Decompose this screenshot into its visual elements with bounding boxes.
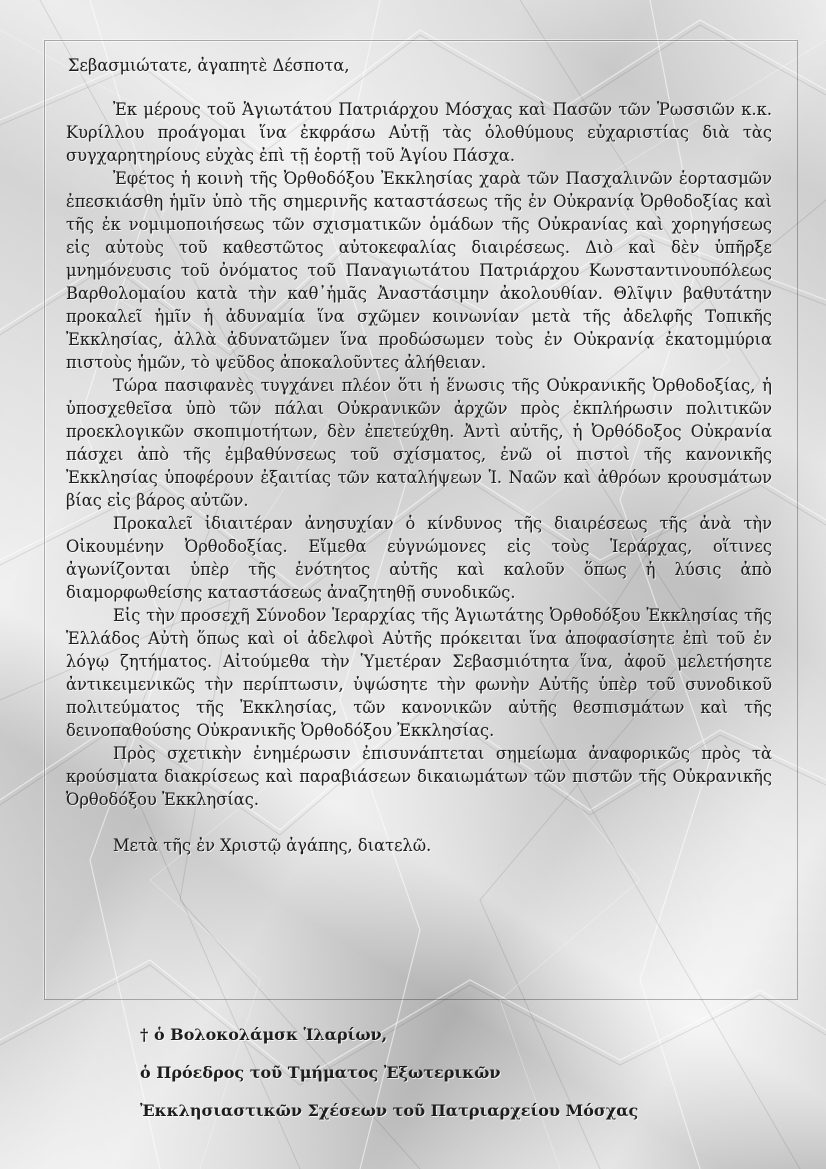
signature-title: ὁ Πρόεδρος τοῦ Τμήματος Ἐξωτερικῶν [140,1063,501,1082]
letter-body [66,54,772,857]
paragraph-thanks: Ἐκ μέρους τοῦ Ἁγιωτάτου Πατριάρχου Μόσχας καὶ Πασῶν τῶν Ῥωσσιῶν κ.κ. Κυρίλλου προάγομαι ἵνα ἐκφράσω Αὐτῇ τὰς ὁλοθύμους εὐχαριστίας διὰ τὰς συγχαρητηρίους εὐχὰς ἐπὶ τῇ ἑορτῇ τοῦ Ἁγίου Πάσχα. [66,100,772,165]
paragraph-attachment: Πρὸς σχετικὴν ἐνημέρωσιν ἐπισυνάπτεται σημείωμα ἀναφορικῶς πρὸς τὰ κρούσματα διακρίσεως καὶ παραβιάσεων δικαιωμάτων τῶν πιστῶν τῆς Οὐκρανικῆς Ὀρθοδόξου Ἐκκλησίας. [66,744,772,809]
closing: Μετὰ τῆς ἐν Χριστῷ ἀγάπης, διατελῶ. [113,836,432,855]
salutation: Σεβασμιώτατε, ἀγαπητὲ Δέσποτα, [68,56,350,75]
paragraph-unity-failed: Τώρα πασιφανὲς τυγχάνει πλέον ὅτι ἡ ἕνωσις τῆς Οὐκρανικῆς Ὀρθοδοξίας, ἡ ὑποσχεθεῖσα ὑπὸ τῶν πάλαι Οὐκρανικῶν ἀρχῶν πρὸς ἐκπλήρωσιν πολιτικῶν προεκλογικῶν σκοπιμοτήτων, δὲν ἐπετεύχθη. Ἀντὶ αὐτῆς, ἡ Ὀρθόδοξος Οὐκρανία πάσχει ἀπὸ τῆς ἐμβαθύνσεως τοῦ σχίσματος, ἐνῶ οἱ πιστοὶ τῆς κανονικῆς Ἐκκλησίας ὑποφέρουν ἐξαιτίας τῶν καταλήψεων Ἱ. Ναῶν καὶ ἀθρόων κρουσμάτων βίας εἰς βάρος αὐτῶν. [66,376,772,510]
paragraph-ukraine-division: Ἐφέτος ἡ κοινὴ τῆς Ὀρθοδόξου Ἐκκλησίας χαρὰ τῶν Πασχαλινῶν ἑορτασμῶν ἐπεσκιάσθη ἡμῖν ὑπὸ τῆς σημερινῆς καταστάσεως τῆς ἐν Οὐκρανίᾳ Ὀρθοδοξίας καὶ τῆς ἐκ νομιμοποιήσεως τῶν σχισματικῶν ὁμάδων τῆς Οὐκρανίας καὶ χορηγήσεως εἰς αὐτοὺς τοῦ καθεστῶτος αὐτοκεφαλίας διαιρέσεως. Διὸ καὶ δὲν ὑπῆρξε μνημόνευσις τοῦ ὀνόματος τοῦ Παναγιωτάτου Πατριάρχου Κωνσταντινουπόλεως Βαρθολομαίου κατὰ τὴν καθ᾽ἡμᾶς Ἀναστάσιμην ἀκολουθίαν. Θλῖψιν βαθυτάτην προκαλεῖ ἡμῖν ἡ ἀδυναμία ἵνα σχῶμεν κοινωνίαν μετὰ τῆς ἀδελφῆς Τοπικῆς Ἐκκλησίας, ἀλλὰ ἀδυνατῶμεν ἵνα προδώσωμεν τοὺς ἐν Οὐκρανίᾳ ἑκατομμύρια πιστοὺς ἡμῶν, τὸ ψεῦδος ἀποκαλοῦντες ἀλήθειαν. [66,169,772,372]
paragraph-synod-request: Εἰς τὴν προσεχῆ Σύνοδον Ἱεραρχίας τῆς Ἁγιωτάτης Ὀρθοδόξου Ἐκκλησίας τῆς Ἑλλάδος Αὐτὴ ὅπως καὶ οἱ ἀδελφοὶ Αὐτῆς πρόκειται ἵνα ἀποφασίσητε ἐπὶ τοῦ ἐν λόγῳ ζητήματος. Αἰτούμεθα τὴν Ὑμετέραν Σεβασμιότητα ἵνα, ἀφοῦ μελετήσητε ἀντικειμενικῶς τὴν περίπτωσιν, ὑψώσητε τὴν φωνὴν Αὐτῆς ὑπὲρ τοῦ συνοδικοῦ πολιτεύματος τῆς Ἐκκλησίας, τῶν κανονικῶν αὐτῆς θεσπισμάτων καὶ τῆς δεινοπαθούσης Οὐκρανικῆς Ὀρθοδόξου Ἐκκλησίας. [66,606,772,740]
signature-department: Ἐκκλησιαστικῶν Σχέσεων τοῦ Πατριαρχείου Μόσχας [140,1101,639,1120]
signature-block [140,1016,740,1130]
signature-name: † ὁ Βολοκολάμσκ Ἱλαρίων, [140,1025,388,1044]
paragraph-concern: Προκαλεῖ ἰδιαιτέραν ἀνησυχίαν ὁ κίνδυνος τῆς διαιρέσεως τῆς ἀνὰ τὴν Οἰκουμένην Ὀρθοδοξίας. Εἴμεθα εὐγνώμονες εἰς τοὺς Ἱεράρχας, οἵτινες ἀγωνίζονται ὑπὲρ τῆς ἑνότητος αὐτῆς καὶ καλοῦν ὅπως ἡ λύσις ἀπὸ διαμορφωθείσης καταστάσεως ἀναζητηθῇ συνοδικῶς. [66,514,772,602]
